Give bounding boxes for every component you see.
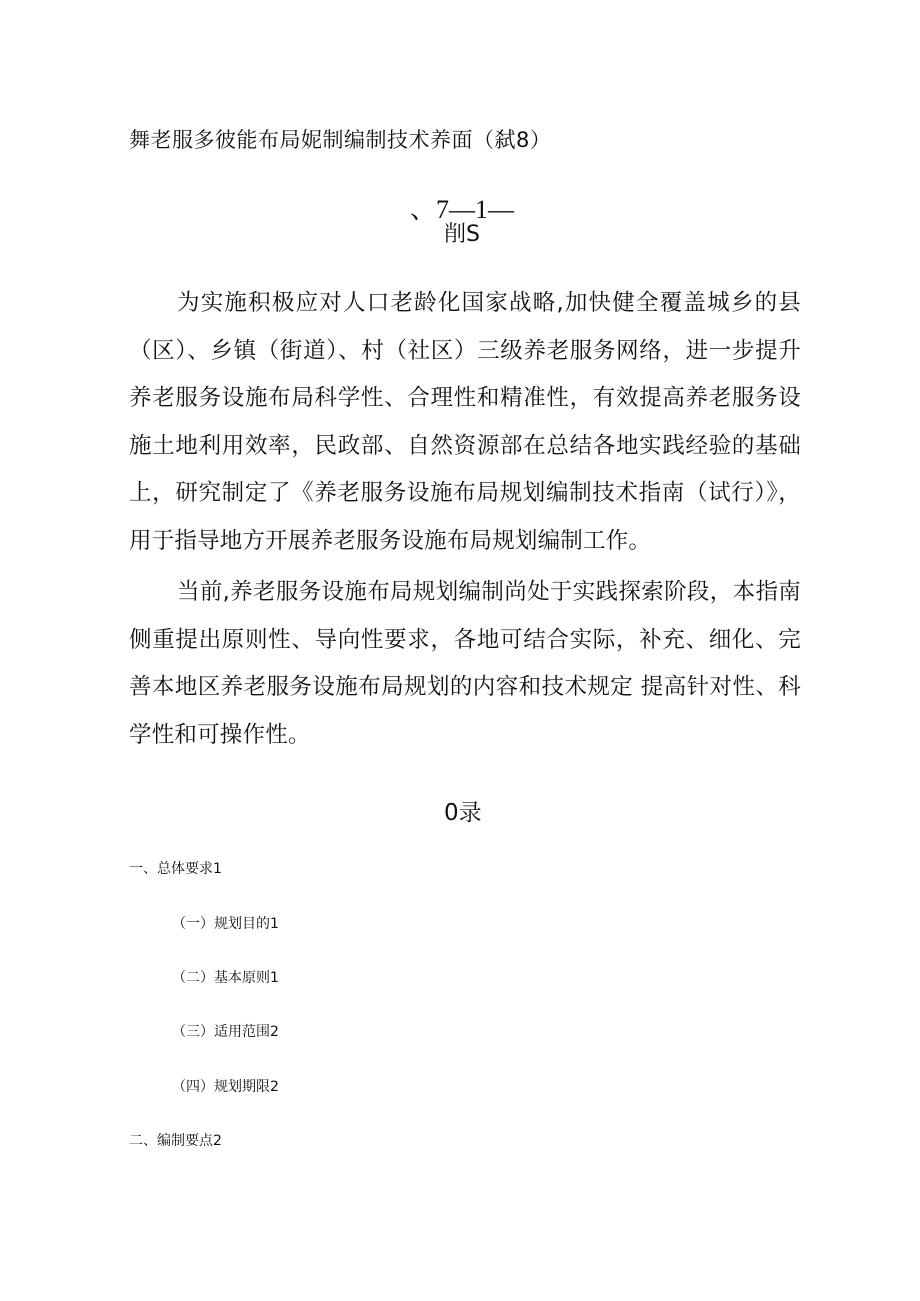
toc-item-scope[interactable]: （三）适用范围2 [172, 1024, 279, 1040]
toc-heading: 0录 [444, 800, 482, 826]
preface-heading: 削S [444, 222, 480, 247]
preface-paragraph-2: 当前,养老服务设施布局规划编制尚处于实践探索阶段，本指南侧重提出原则性、导向性要求，各地可结合实际，补充、细化、完善本地区养老服务设施布局规划的内容和技术规定 提高针对性、科学性和可操作性。 [129, 579, 801, 748]
preface-paragraph-1: 为实施积极应对人口老龄化国家战略,加快健全覆盖城乡的县（区）、乡镇（街道）、村（社区）三级养老服务网络，进一步提升养老服务设施布局科学性、合理性和精准性，有效提高养老服务设施土地利用效率，民政部、自然资源部在总结各地实践经验的基础上，研究制定了《养老服务设施布局规划编制技术指南（试行）》，用于指导地方开展养老服务设施布局规划编制工作。 [129, 290, 801, 554]
toc-item-compilation-points[interactable]: 二、编制要点2 [129, 1133, 222, 1149]
toc-item-planning-period[interactable]: （四）规划期限2 [172, 1079, 279, 1095]
toc-item-basic-principles[interactable]: （二）基本原则1 [172, 970, 279, 986]
toc-item-general-requirements[interactable]: 一、总体要求1 [129, 861, 222, 877]
toc-item-planning-purpose[interactable]: （一）规划目的1 [172, 916, 279, 932]
preface-mark: 、7—1— [410, 195, 515, 224]
document-title: 舞老服多彼能布局妮制编制技术养面（弑8） [129, 128, 552, 152]
